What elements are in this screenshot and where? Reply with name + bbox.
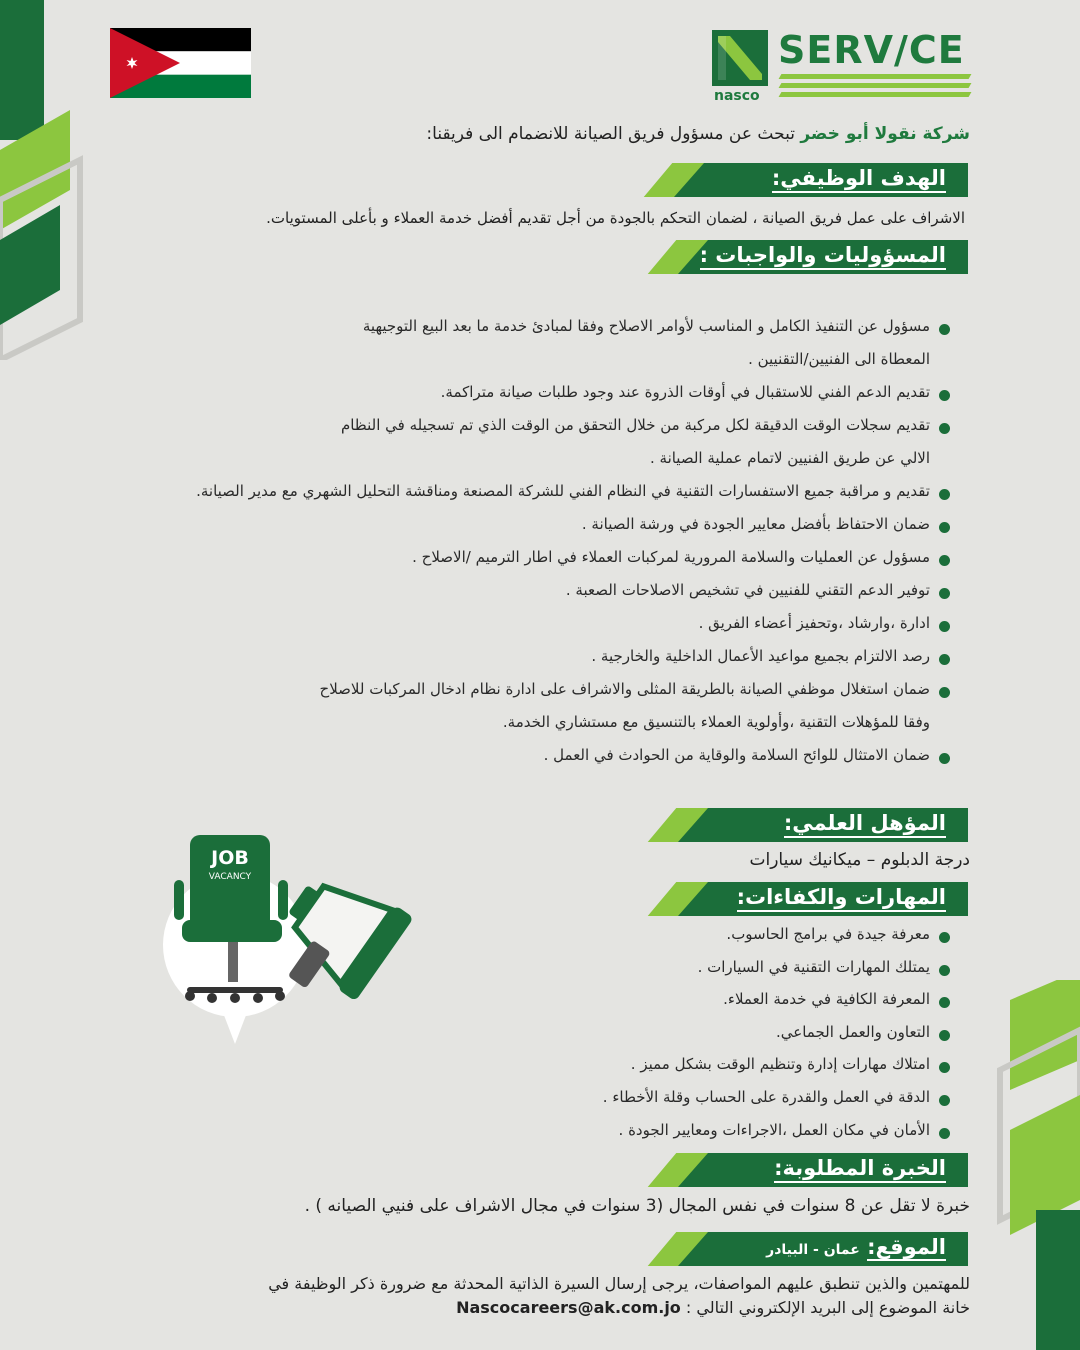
company-name: شركة نقولا أبو خضر — [800, 124, 970, 144]
list-item: التعاون والعمل الجماعي. — [532, 1016, 952, 1049]
list-item: تقديم سجلات الوقت الدقيقة لكل مركبة من خلال التحقق من الوقت الذي تم تسجيله في النظام — [62, 409, 952, 442]
list-item: مسؤول عن التنفيذ الكامل و المناسب لأوامر الاصلاح وفقا لمبادئ خدمة ما بعد البيع التوجيهية — [62, 310, 952, 343]
list-item: توفير الدعم التقني للفنيين في تشخيص الاصلاحات الصعبة . — [62, 574, 952, 607]
jordan-flag-icon — [110, 28, 251, 98]
location-value: عمان - البيادر — [766, 1242, 860, 1258]
list-item: مسؤول عن العمليات والسلامة المرورية لمركبات العملاء في اطار الترميم /الاصلاح . — [62, 541, 952, 574]
contact-email[interactable]: Nascocareers@ak.com.jo — [456, 1298, 681, 1317]
header-skills — [662, 882, 968, 918]
list-item: امتلاك مهارات إدارة وتنظيم الوقت بشكل مميز . — [532, 1048, 952, 1081]
responsibilities-title: المسؤوليات والواجبات : — [700, 242, 946, 270]
footer-line1: للمهتمين والذين تنطبق عليهم المواصفات، يرجى إرسال السيرة الذاتية المحدثة مع ضرورة ذكر الوظيفة في — [268, 1274, 970, 1293]
header-location — [662, 1232, 968, 1268]
qualification-title: المؤهل العلمي: — [784, 810, 946, 838]
location-line — [766, 1234, 946, 1263]
nasco-n-icon — [712, 30, 768, 86]
chair-label-2: VACANCY — [208, 872, 252, 882]
header-responsibilities — [662, 240, 968, 276]
objective-text: الاشراف على عمل فريق الصيانة ، لضمان التحكم بالجودة من أجل تقديم أفضل خدمة العملاء و بأعلى المستويات. — [266, 209, 965, 227]
list-item: ضمان الاحتفاظ بأفضل معايير الجودة في ورشة الصيانة . — [62, 508, 952, 541]
list-item: ضمان الامتثال للوائح السلامة والوقاية من الحوادث في العمل . — [62, 739, 952, 772]
list-item: يمتلك المهارات التقنية في السيارات . — [532, 951, 952, 984]
list-item: المعرفة الكافية في خدمة العملاء. — [532, 983, 952, 1016]
list-item: المعطاة الى الفنيين/التقنيين . — [748, 350, 930, 368]
qualification-text: درجة الدبلوم – ميكانيك سيارات — [749, 850, 970, 870]
list-item: وفقا للمؤهلات التقنية ،وأولوية العملاء بالتنسيق مع مستشاري الخدمة. — [502, 713, 930, 731]
service-logo — [712, 30, 977, 110]
list-item: رصد الالتزام بجميع مواعيد الأعمال الداخلية والخارجية . — [62, 640, 952, 673]
skills-list — [532, 918, 952, 1146]
logo-sub: nasco — [714, 88, 760, 104]
experience-text: خبرة لا تقل عن 8 سنوات في نفس المجال (3 سنوات في مجال الاشراف على فنيي الصيانه ) . — [304, 1196, 970, 1216]
job-vacancy-illustration — [160, 830, 450, 1050]
list-item: تقديم و مراقبة جميع الاستفسارات التقنية في النظام الفني للشركة المصنعة ومناقشة التحليل الشهري مع مدير الصيانة. — [62, 475, 952, 508]
intro-text: تبحث عن مسؤول فريق الصيانة للانضمام الى فريقنا: — [426, 124, 801, 144]
footer-contact — [110, 1272, 970, 1320]
footer-line2: خانة الموضوع إلى البريد الإلكتروني التالي : — [680, 1298, 970, 1317]
location-title: الموقع: — [867, 1235, 946, 1259]
header-experience — [662, 1153, 968, 1189]
header-objective — [658, 163, 968, 199]
list-item: ادارة ،وارشاد ،وتحفيز أعضاء الفريق . — [62, 607, 952, 640]
responsibilities-list — [62, 310, 952, 772]
experience-title: الخبرة المطلوبة: — [774, 1155, 946, 1183]
list-item: معرفة جيدة في برامج الحاسوب. — [532, 918, 952, 951]
logo-lines — [780, 74, 970, 101]
objective-title: الهدف الوظيفي: — [772, 165, 946, 193]
skills-title: المهارات والكفاءات: — [737, 884, 946, 912]
footer-line2-wrap — [110, 1296, 970, 1320]
list-item: الأمان في مكان العمل ،الاجراءات ومعايير الجودة . — [532, 1114, 952, 1147]
intro-line — [110, 124, 970, 144]
logo-word: SERV/CE — [778, 28, 965, 72]
chair-label-1: JOB — [211, 847, 249, 869]
list-item: تقديم الدعم الفني للاستقبال في أوقات الذروة عند وجود طلبات صيانة متراكمة. — [62, 376, 952, 409]
header-qualification — [662, 808, 968, 844]
list-item: الالي عن طريق الفنيين لاتمام عملية الصيانة . — [649, 449, 930, 467]
list-item: ضمان استغلال موظفي الصيانة بالطريقة المثلى والاشراف على ادارة نظام ادخال المركبات للاصلاح — [62, 673, 952, 706]
list-item: الدقة في العمل والقدرة على الحساب وقلة الأخطاء . — [532, 1081, 952, 1114]
